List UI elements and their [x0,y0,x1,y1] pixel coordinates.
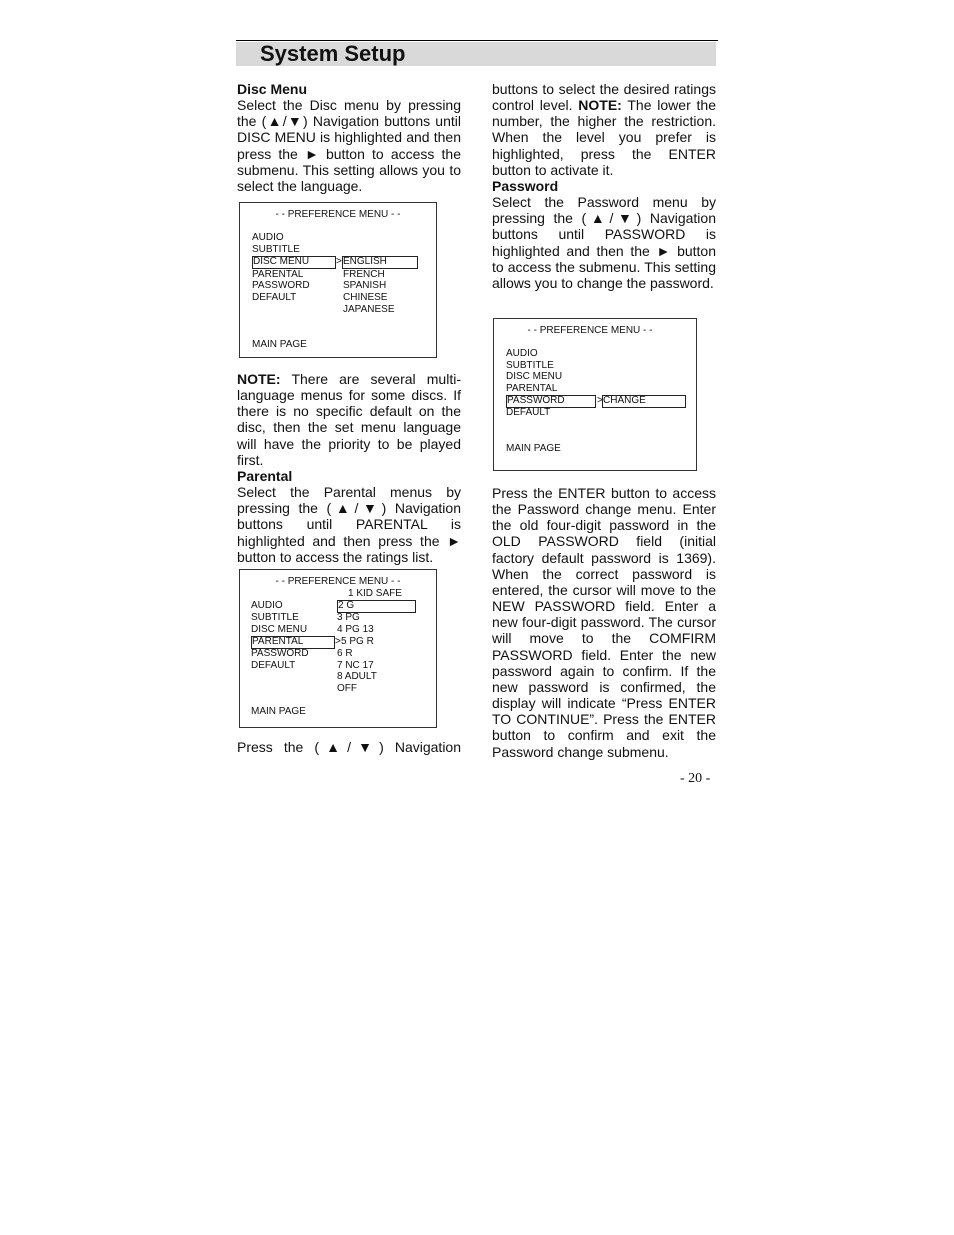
osd-arrow: > [335,636,341,647]
parental-continued-text: Press the (▲/▼) Navigation [237,739,461,755]
note-body: There are several multi-language menus for some discs. If there is no specific default on the disc, then the set menu language will have the priority to be played first. [237,371,461,468]
note-paragraph [237,371,461,468]
right-column-top [492,81,716,291]
osd-footer: MAIN PAGE [251,706,306,717]
osd-item: DISC MENU [506,371,563,382]
osd-item: SUBTITLE [252,244,300,255]
osd-item: AUDIO [251,600,283,611]
osd-option-selected: CHANGE [603,395,646,406]
osd-arrow: > [597,395,603,406]
parental-continued-end [492,81,716,178]
note-and-parental-section [237,371,461,565]
osd-option: 1 KID SAFE [348,588,402,599]
password-body: Select the Password menu by pressing the (▲/▼) Navigation buttons until PASSWORD is highlighted and then the ► button to access the submenu. This setting allows you to change the password. [492,194,716,291]
osd-item: PARENTAL [506,383,558,394]
osd-option: 5 PG R [341,636,374,647]
osd-option: 4 PG 13 [337,624,374,635]
password-instructions-section [492,485,716,760]
parental-continued-start [237,739,461,755]
disc-menu-section [237,81,461,194]
parental-body: Select the Parental menus by pressing the (▲/▼) Navigation buttons until PARENTAL is highlighted and then press the ► button to access the ratings list. [237,484,461,565]
osd-footer: MAIN PAGE [506,443,561,454]
osd-item: SUBTITLE [506,360,554,371]
password-instructions: Press the ENTER button to access the Password change menu. Enter the old four-digit password in the OLD PASSWORD field (initial factory default password is 1369). When the correct password is entered, the cursor will move to the NEW PASSWORD field. Enter a new four-digit password. The cursor will move to the COMFIRM PASSWORD field. Enter the new password again to confirm. If the new password is confirmed, the display will indicate “Press ENTER TO CONTINUE”. Press the ENTER button to confirm and exit the Password change submenu. [492,485,716,760]
disc-menu-osd [239,202,437,358]
osd-item-selected: DISC MENU [253,256,310,267]
osd-option: JAPANESE [343,304,395,315]
parental-osd [239,569,437,728]
osd-item: DEFAULT [251,660,296,671]
osd-item: SUBTITLE [251,612,299,623]
osd-option: OFF [337,683,357,694]
parental-continued-end-b: The lower the number, the higher the restriction. When the level you prefer is highlighted, press the ENTER button to activate it. [492,97,716,178]
page-title: System Setup [260,41,406,66]
osd-item: PASSWORD [252,280,310,291]
osd-option: 7 NC 17 [337,660,374,671]
osd-caption: - - PREFERENCE MENU - - [275,209,401,220]
osd-item: AUDIO [506,348,538,359]
osd-option: 3 PG [337,612,360,623]
note-label: NOTE: [237,371,281,387]
osd-item: PARENTAL [252,269,304,280]
osd-footer: MAIN PAGE [252,339,307,350]
osd-arrow: > [336,256,342,267]
parental-heading: Parental [237,467,293,484]
osd-option: 8 ADULT [337,671,377,682]
password-osd [493,318,697,471]
osd-item: PASSWORD [251,648,309,659]
osd-item: DEFAULT [252,292,297,303]
osd-caption: - - PREFERENCE MENU - - [527,325,653,336]
osd-item: AUDIO [252,232,284,243]
disc-menu-heading: Disc Menu [237,81,308,97]
osd-option: SPANISH [343,280,387,291]
osd-caption: - - PREFERENCE MENU - - [275,576,401,587]
osd-option-selected: ENGLISH [343,256,387,267]
note-label: NOTE: [578,97,622,114]
osd-item: DEFAULT [506,407,551,418]
osd-item-selected: PASSWORD [507,395,565,406]
disc-menu-body: Select the Disc menu by pressing the (▲/▼) Navigation buttons until DISC MENU is highlighted and then press the ► button to access the submenu. This setting allows you to select the language. [237,97,461,194]
osd-option: FRENCH [343,269,385,280]
page-number: - 20 - [680,771,711,786]
osd-item-selected: PARENTAL [252,636,304,647]
osd-option: CHINESE [343,292,388,303]
password-heading: Password [492,177,559,194]
parental-continued-end-a: buttons to select the desired ratings control level. [492,81,716,114]
osd-item: DISC MENU [251,624,308,635]
osd-option-selected: 2 G [338,600,355,611]
osd-option: 6 R [337,648,353,659]
